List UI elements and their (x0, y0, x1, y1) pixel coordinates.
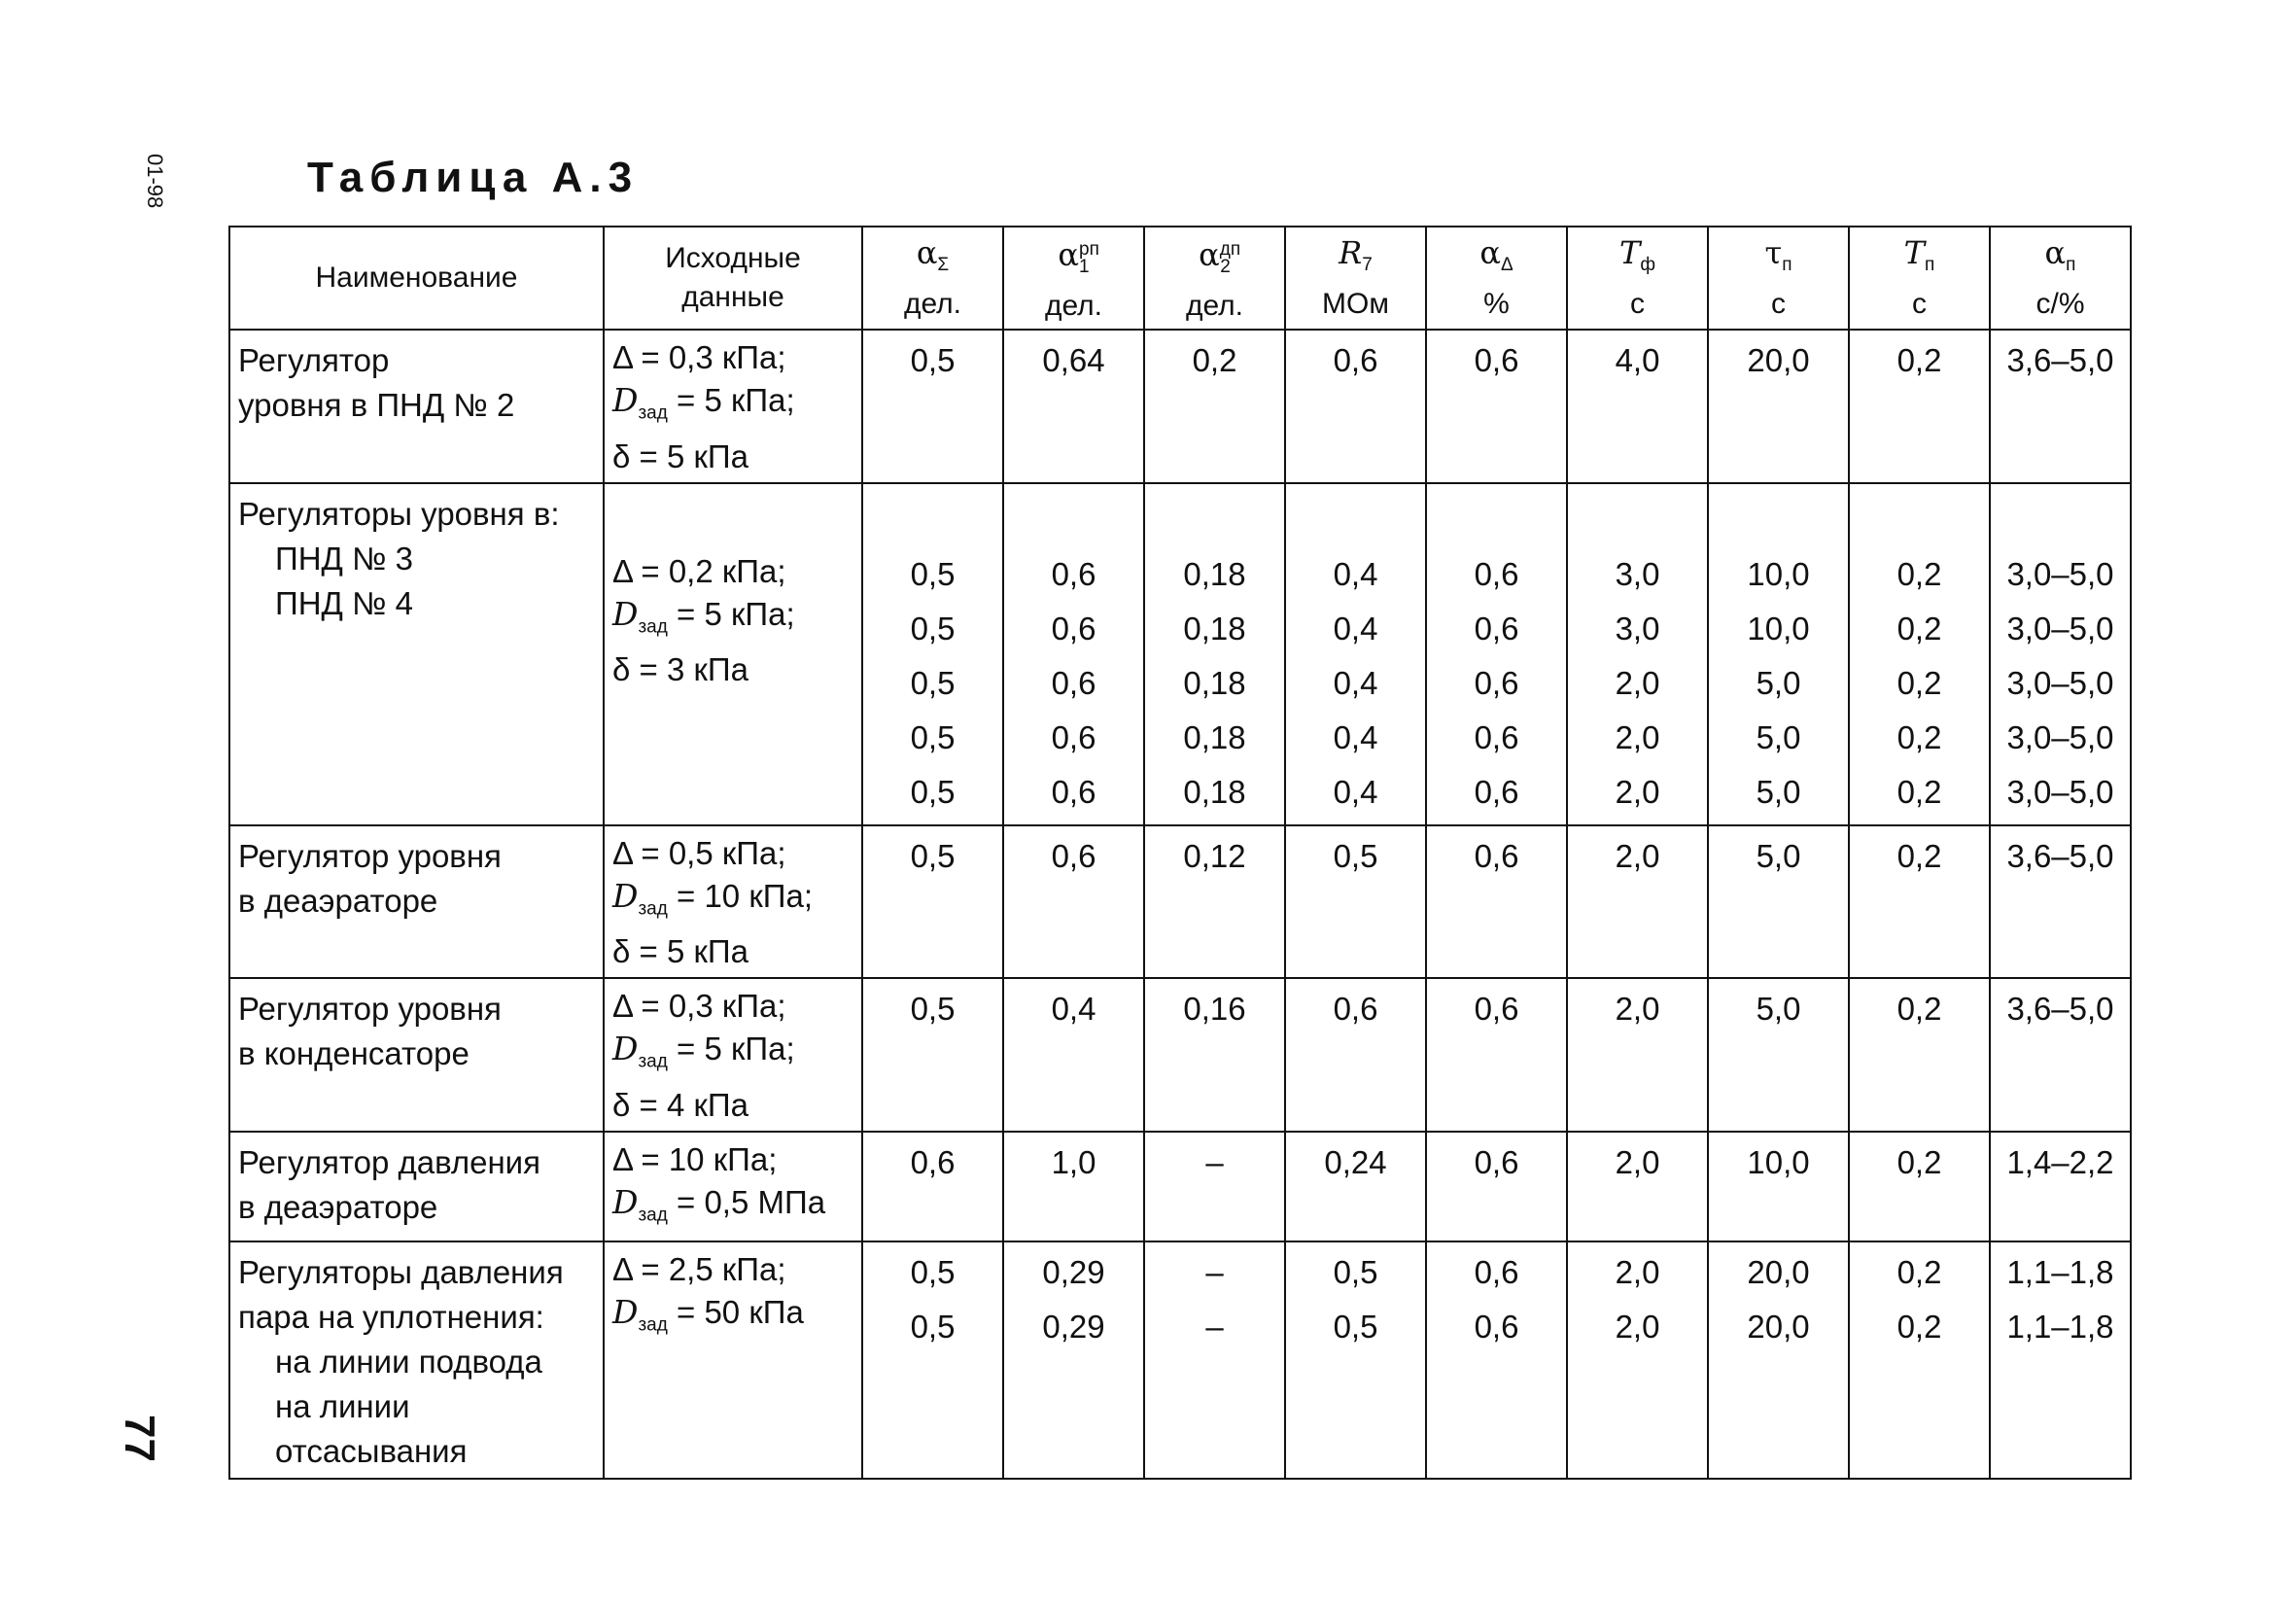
header-symbol: α (1199, 236, 1220, 273)
header-unit: дел. (1185, 290, 1244, 322)
value: 0,29 (1042, 1254, 1105, 1291)
value: 0,5 (910, 718, 956, 755)
header-superscript: дп (1219, 239, 1241, 260)
value: 2,0 (1615, 718, 1660, 755)
value-cell (1708, 825, 1849, 979)
value: 5,0 (1756, 837, 1801, 874)
source-delta: Δ = 10 кПа; (612, 1140, 778, 1177)
value: 3,0–5,0 (2006, 773, 2114, 810)
value: 0,6 (1474, 664, 1519, 701)
value: 5,0 (1756, 718, 1801, 755)
source-delta: Δ = 0,5 кПа; (612, 834, 786, 871)
header-subscript: 1 (1079, 257, 1090, 277)
value: 0,5 (1333, 837, 1378, 874)
value: 3,6–5,0 (2006, 991, 2114, 1028)
row-name-line: в деаэраторе (238, 1188, 438, 1225)
table-row (229, 825, 2131, 979)
value-cell (1426, 1241, 1567, 1479)
value: 0,6 (1474, 1254, 1519, 1291)
value: 0,18 (1183, 664, 1246, 701)
value: 3,0–5,0 (2006, 664, 2114, 701)
row-name (229, 1241, 604, 1479)
value: 0,6 (910, 1143, 956, 1180)
value: 0,6 (1333, 342, 1378, 378)
value-cell (1990, 483, 2131, 825)
value-cell (1285, 978, 1426, 1132)
row-name-line: на линии подвода (275, 1344, 542, 1381)
value: 0,6 (1051, 773, 1096, 810)
header-unit: дел. (1044, 290, 1103, 322)
value: 0,6 (1051, 664, 1096, 701)
value: 0,4 (1333, 610, 1378, 647)
value-cell (862, 978, 1003, 1132)
header-subscript: п (1925, 254, 1935, 275)
value-cell (1144, 330, 1285, 483)
value: 10,0 (1747, 555, 1810, 592)
value-cell (1567, 1132, 1708, 1242)
row-name-line: Регулятор уровня (238, 837, 502, 874)
value: 0,16 (1183, 991, 1246, 1028)
row-name-line: пара на уплотнения: (238, 1299, 544, 1336)
value: 0,6 (1051, 837, 1096, 874)
value-cell (1144, 483, 1285, 825)
row-source-data (604, 483, 862, 825)
source-delta-small: δ = 4 кПа (612, 1086, 749, 1123)
source-setpoint: $D_{зад} = 5$ кПа; (612, 381, 795, 424)
row-name (229, 483, 604, 825)
source-setpoint: $D_{зад} = 0,5$ МПа (612, 1182, 826, 1226)
value: 0,18 (1183, 773, 1246, 810)
value-cell (1144, 978, 1285, 1132)
table-row (229, 978, 2131, 1132)
value: 0,4 (1333, 773, 1378, 810)
value: 0,5 (910, 1309, 956, 1346)
source-delta: Δ = 2,5 кПа; (612, 1251, 786, 1288)
row-name (229, 825, 604, 979)
value-cell (1003, 1132, 1144, 1242)
value: 0,4 (1333, 718, 1378, 755)
header-superscript: рп (1079, 239, 1099, 260)
header-subscript: 7 (1362, 254, 1373, 275)
value: 1,0 (1051, 1143, 1096, 1180)
row-name-line: Регулятор давления (238, 1143, 540, 1180)
header-name: Наименование (229, 227, 604, 330)
value-cell (1990, 825, 2131, 979)
value: 0,2 (1896, 773, 1942, 810)
value: 0,5 (910, 610, 956, 647)
value: 2,0 (1615, 1143, 1660, 1180)
value-cell (1144, 1241, 1285, 1479)
source-setpoint: $D_{зад} = 10$ кПа; (612, 876, 814, 920)
header-col (1708, 227, 1849, 330)
value: 3,0–5,0 (2006, 718, 2114, 755)
value-cell (862, 1241, 1003, 1479)
value: 0,2 (1896, 664, 1942, 701)
value-cell (862, 483, 1003, 825)
value: 0,6 (1051, 555, 1096, 592)
value: 0,2 (1896, 610, 1942, 647)
value: 0,2 (1896, 1143, 1942, 1180)
value: 0,2 (1896, 837, 1942, 874)
value: 3,0 (1615, 610, 1660, 647)
value-cell (1426, 330, 1567, 483)
table-row (229, 330, 2131, 483)
value: 0,5 (910, 555, 956, 592)
header-row (229, 227, 2131, 330)
row-name-line: ПНД № 4 (275, 584, 413, 621)
value-cell (1003, 825, 1144, 979)
row-source-data (604, 1132, 862, 1242)
header-col (862, 227, 1003, 330)
value: 3,0 (1615, 555, 1660, 592)
header-subscript: п (2066, 254, 2076, 275)
header-col (1567, 227, 1708, 330)
value: 3,6–5,0 (2006, 837, 2114, 874)
parameters-table (228, 226, 2132, 1480)
value: 0,2 (1896, 1254, 1942, 1291)
source-delta-small: δ = 3 кПа (612, 651, 749, 688)
value: 2,0 (1615, 1254, 1660, 1291)
source-delta-small: δ = 5 кПа (612, 933, 749, 970)
source-delta: Δ = 0,3 кПа; (612, 339, 786, 375)
value: 3,0–5,0 (2006, 555, 2114, 592)
value-cell (1990, 978, 2131, 1132)
value-cell (1426, 825, 1567, 979)
header-symbol: τ (1764, 233, 1783, 271)
value-cell (1426, 1132, 1567, 1242)
header-subscript: ф (1640, 254, 1655, 275)
source-delta: Δ = 0,2 кПа; (612, 552, 786, 589)
value-cell (1426, 483, 1567, 825)
value: 0,4 (1333, 664, 1378, 701)
value: 20,0 (1747, 1309, 1810, 1346)
value: 5,0 (1756, 664, 1801, 701)
value: 0,2 (1896, 342, 1942, 378)
value: 0,18 (1183, 555, 1246, 592)
row-source-data (604, 1241, 862, 1479)
value-cell (1708, 978, 1849, 1132)
value-cell (1849, 330, 1990, 483)
header-col (1285, 227, 1426, 330)
value: 0,24 (1324, 1143, 1387, 1180)
value-cell (1849, 1241, 1990, 1479)
row-source-data (604, 330, 862, 483)
header-subscript: Δ (1500, 254, 1513, 275)
row-name-line: на линии отсасывания (275, 1388, 468, 1470)
value: 0,6 (1474, 1309, 1519, 1346)
value: 0,5 (910, 837, 956, 874)
value: 0,6 (1474, 342, 1519, 378)
header-unit: % (1483, 287, 1510, 320)
header-symbol: R (1339, 233, 1363, 271)
value: 20,0 (1747, 342, 1810, 378)
value: 0,4 (1333, 555, 1378, 592)
value-cell (1003, 483, 1144, 825)
table-row (229, 1132, 2131, 1242)
value: 0,64 (1042, 342, 1105, 378)
header-symbol: α (916, 233, 938, 271)
value-cell (1849, 1132, 1990, 1242)
value: 0,6 (1474, 1143, 1519, 1180)
value: 0,4 (1051, 991, 1096, 1028)
value: 0,6 (1051, 610, 1096, 647)
value: 20,0 (1747, 1254, 1810, 1291)
value: 0,12 (1183, 837, 1246, 874)
header-col (1144, 227, 1285, 330)
value-cell (1708, 1241, 1849, 1479)
value-cell (1708, 330, 1849, 483)
value: 0,6 (1333, 991, 1378, 1028)
value: 0,6 (1474, 837, 1519, 874)
row-name-line: в конденсаторе (238, 1035, 470, 1072)
value-cell (1849, 978, 1990, 1132)
value: 0,2 (1896, 991, 1942, 1028)
value: 0,5 (1333, 1254, 1378, 1291)
value: 1,1–1,8 (2006, 1309, 2114, 1346)
value: 5,0 (1756, 991, 1801, 1028)
header-symbol: α (1479, 233, 1501, 271)
value: 3,0–5,0 (2006, 610, 2114, 647)
value-cell (1708, 483, 1849, 825)
value-cell (1285, 1132, 1426, 1242)
value: 0,6 (1474, 718, 1519, 755)
header-col (1849, 227, 1990, 330)
row-name (229, 978, 604, 1132)
value: 5,0 (1756, 773, 1801, 810)
value-cell (1567, 978, 1708, 1132)
header-source: Исходные данные (604, 227, 862, 330)
document-code: 01-98 (143, 154, 167, 209)
header-unit: с/% (2035, 287, 2085, 320)
value: – (1205, 1143, 1224, 1180)
value: 0,6 (1051, 718, 1096, 755)
value: 2,0 (1615, 837, 1660, 874)
value-cell (862, 825, 1003, 979)
header-subscript: 2 (1220, 257, 1231, 277)
header-symbol: α (1058, 236, 1080, 273)
value: 2,0 (1615, 664, 1660, 701)
value-cell (1849, 825, 1990, 979)
value-cell (1990, 1132, 2131, 1242)
value-cell (1003, 978, 1144, 1132)
value: 10,0 (1747, 1143, 1810, 1180)
value: 0,6 (1474, 773, 1519, 810)
row-name-line: Регулятор уровня (238, 991, 502, 1028)
row-source-data (604, 825, 862, 979)
value: 0,5 (1333, 1309, 1378, 1346)
value: 2,0 (1615, 773, 1660, 810)
value: 0,2 (1192, 342, 1237, 378)
value: 0,6 (1474, 991, 1519, 1028)
source-setpoint: $D_{зад} = 5$ кПа; (612, 594, 795, 638)
value: 0,2 (1896, 1309, 1942, 1346)
header-unit: с (1771, 287, 1786, 320)
row-source-data (604, 978, 862, 1132)
value-cell (1567, 825, 1708, 979)
value-cell (1567, 1241, 1708, 1479)
value-cell (1003, 1241, 1144, 1479)
value: 1,1–1,8 (2006, 1254, 2114, 1291)
source-delta-small: δ = 5 кПа (612, 437, 749, 474)
header-col (1003, 227, 1144, 330)
value-cell (1849, 483, 1990, 825)
row-name-line: Регуляторы давления (238, 1254, 564, 1291)
value-cell (1567, 330, 1708, 483)
header-unit: дел. (903, 287, 962, 320)
header-col (1426, 227, 1567, 330)
source-delta: Δ = 0,3 кПа; (612, 988, 786, 1025)
row-name-line: ПНД № 3 (275, 540, 413, 577)
header-unit: с (1912, 287, 1927, 320)
header-subscript: п (1782, 254, 1792, 275)
value-cell (1285, 330, 1426, 483)
value-cell (1144, 825, 1285, 979)
table-row (229, 483, 2131, 825)
source-setpoint: $D_{зад} = 50$ кПа (612, 1293, 804, 1336)
table-title: Таблица А.3 (307, 154, 640, 201)
value: 0,29 (1042, 1309, 1105, 1346)
row-name-line: Регулятор (238, 342, 390, 378)
value: 10,0 (1747, 610, 1810, 647)
value: 0,6 (1474, 555, 1519, 592)
value: – (1205, 1309, 1224, 1346)
header-unit: с (1630, 287, 1645, 320)
row-name (229, 330, 604, 483)
value-cell (1144, 1132, 1285, 1242)
value-cell (1285, 825, 1426, 979)
value-cell (862, 1132, 1003, 1242)
value-cell (1426, 978, 1567, 1132)
page-number: 77 (116, 1415, 163, 1462)
header-unit: МОм (1322, 287, 1389, 320)
value-cell (1285, 483, 1426, 825)
value: 0,2 (1896, 718, 1942, 755)
value: – (1205, 1254, 1224, 1291)
table-row (229, 1241, 2131, 1479)
value: 4,0 (1615, 342, 1660, 378)
value: 0,5 (910, 991, 956, 1028)
value: 3,6–5,0 (2006, 342, 2114, 378)
value-cell (1567, 483, 1708, 825)
value: 0,6 (1474, 610, 1519, 647)
value: 0,2 (1896, 555, 1942, 592)
value: 2,0 (1615, 991, 1660, 1028)
header-symbol: T (1619, 233, 1641, 271)
source-setpoint: $D_{зад} = 5$ кПа; (612, 1030, 795, 1072)
header-symbol: T (1903, 233, 1926, 271)
value: 0,18 (1183, 718, 1246, 755)
value-cell (862, 330, 1003, 483)
value-cell (1285, 1241, 1426, 1479)
value: 1,4–2,2 (2006, 1143, 2114, 1180)
value: 0,5 (910, 342, 956, 378)
value: 0,5 (910, 1254, 956, 1291)
value: 0,5 (910, 664, 956, 701)
value: 0,5 (910, 773, 956, 810)
row-name (229, 1132, 604, 1242)
row-name-line: в деаэраторе (238, 882, 438, 919)
header-col (1990, 227, 2131, 330)
row-name-line: уровня в ПНД № 2 (238, 387, 515, 423)
header-symbol: α (2044, 233, 2067, 271)
header-subscript: Σ (937, 254, 950, 275)
value-cell (1003, 330, 1144, 483)
value-cell (1990, 330, 2131, 483)
value-cell (1990, 1241, 2131, 1479)
value: 2,0 (1615, 1309, 1660, 1346)
value: 0,18 (1183, 610, 1246, 647)
value-cell (1708, 1132, 1849, 1242)
row-name-line: Регуляторы уровня в: (238, 495, 560, 532)
